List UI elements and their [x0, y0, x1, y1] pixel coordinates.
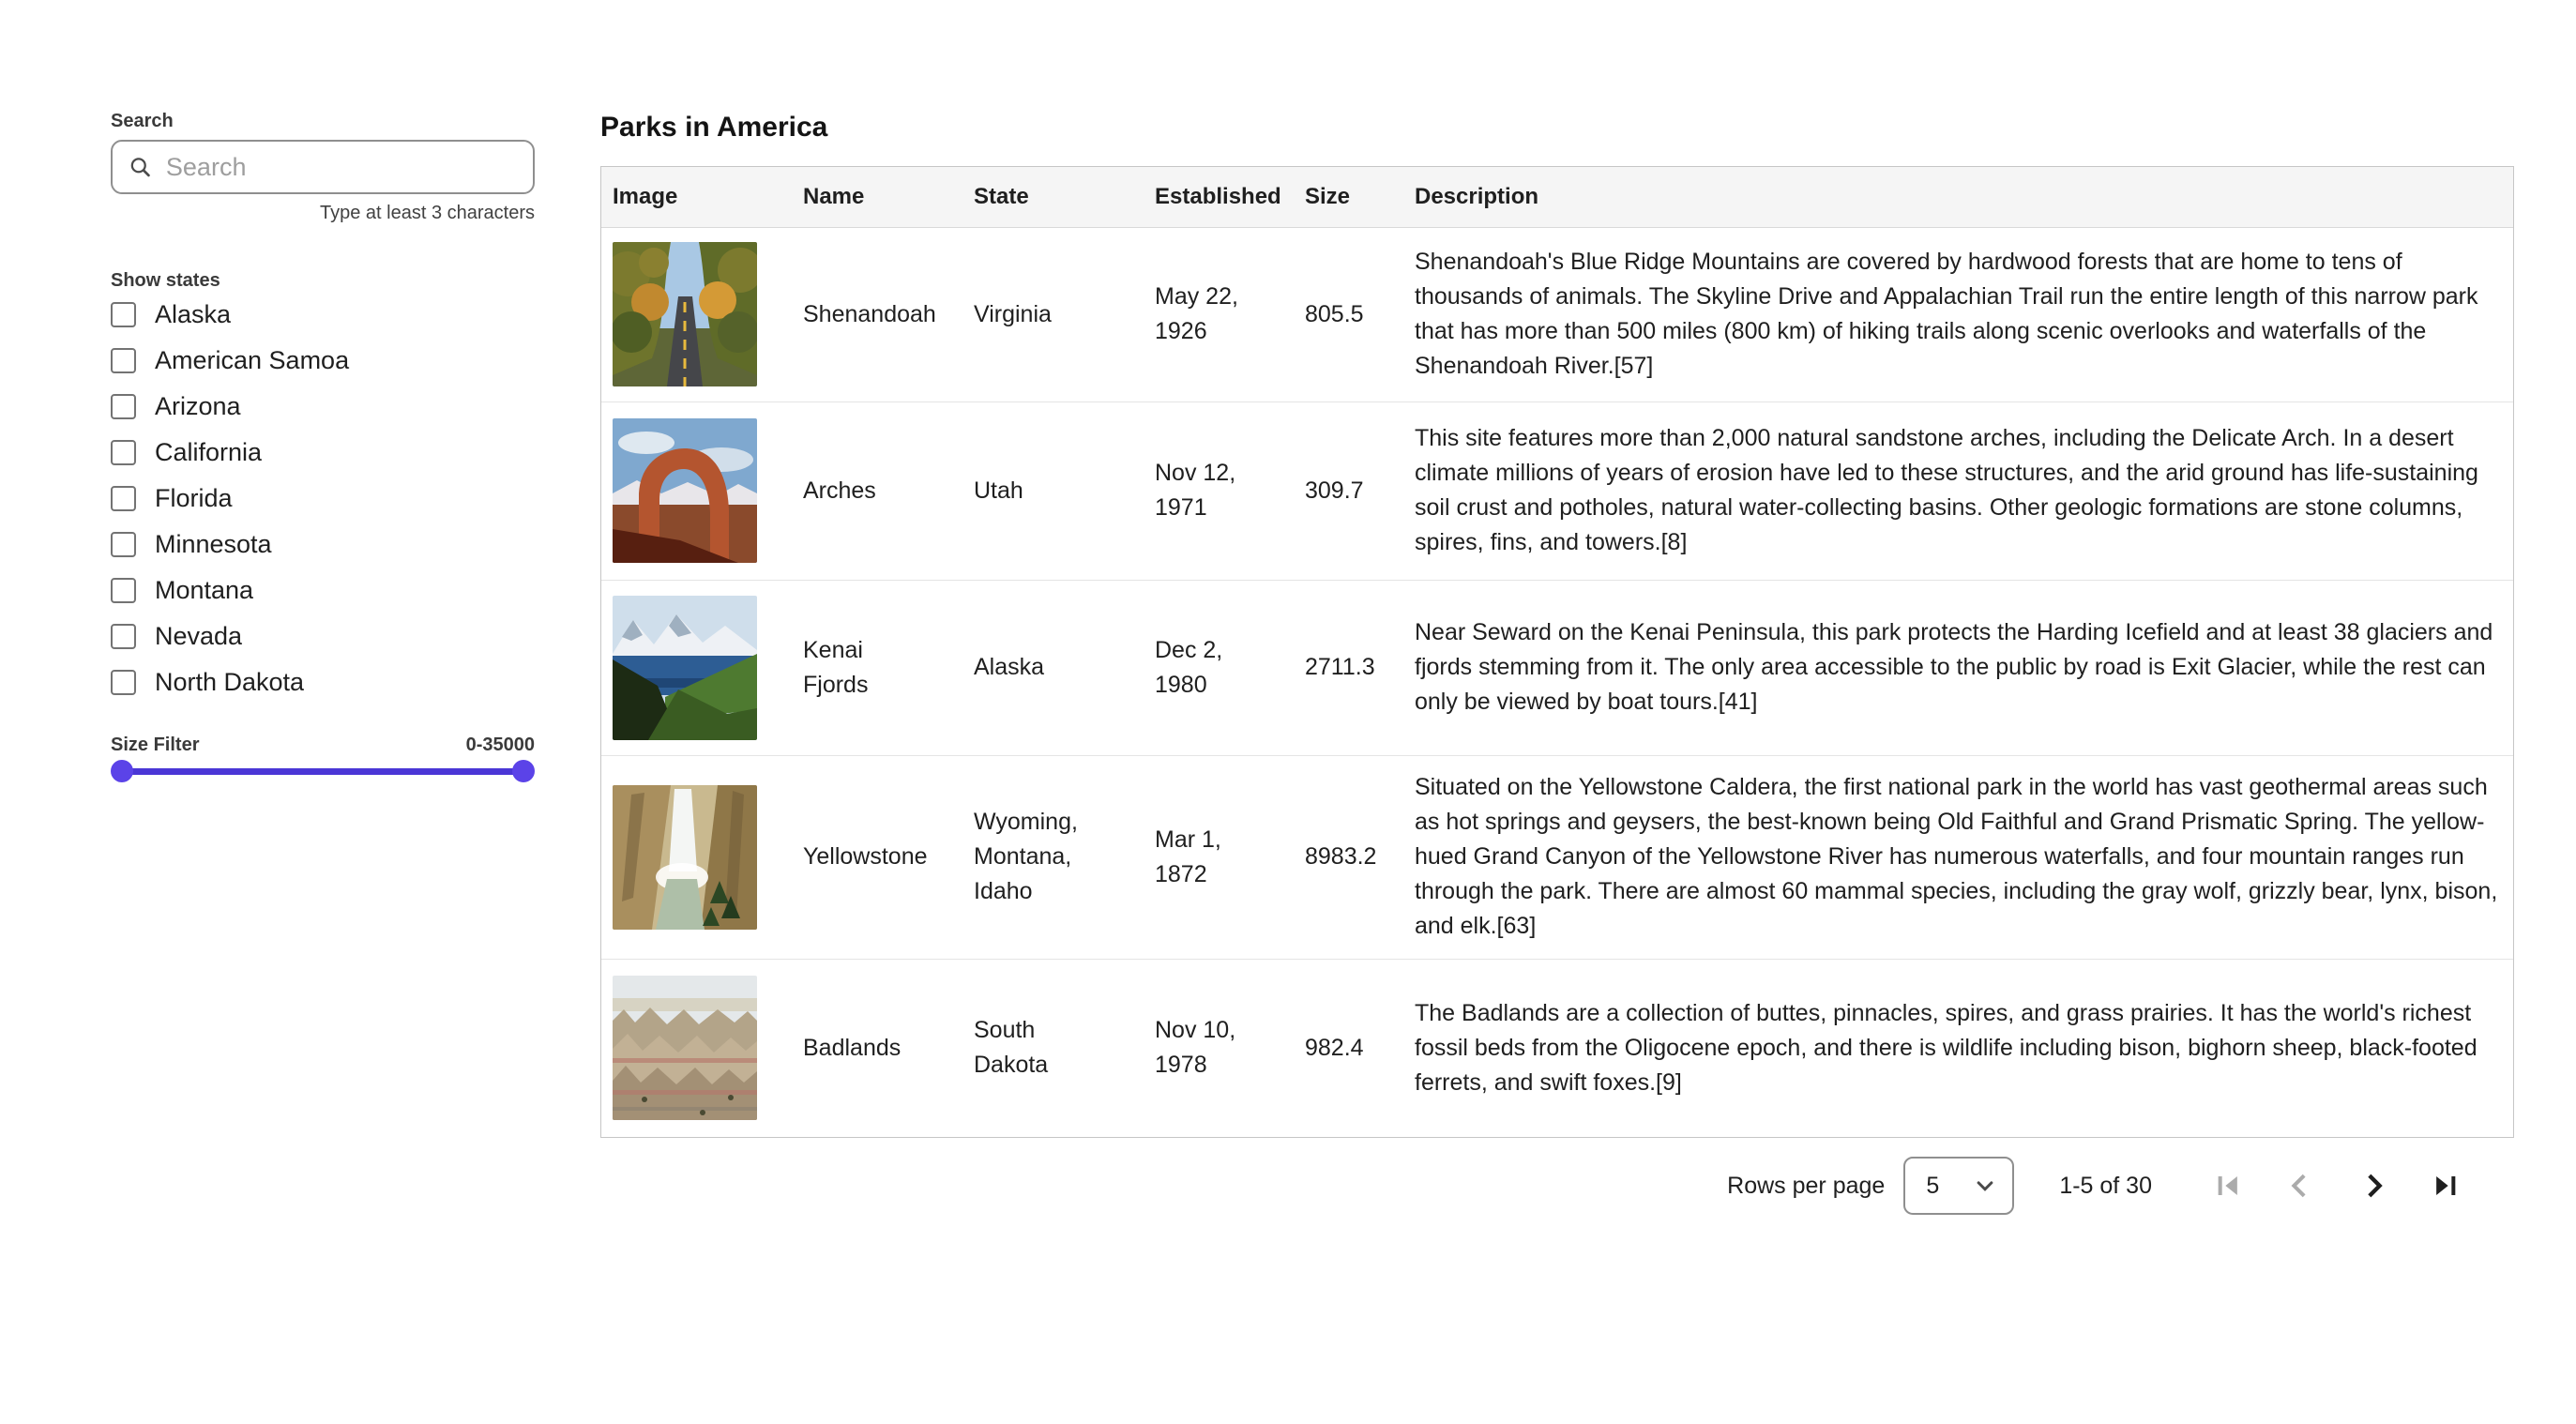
column-header-state: State [951, 167, 1132, 227]
park-state-cell: Virginia [951, 227, 1132, 401]
search-hint: Type at least 3 characters [319, 203, 535, 223]
checkbox-unchecked-icon[interactable] [111, 624, 136, 649]
checkbox-unchecked-icon[interactable] [111, 348, 136, 373]
column-header-description: Description [1392, 167, 2513, 227]
park-description-cell: This site features more than 2,000 natural sandstone arches, including the Delicate Arch. In a desert climate millions of years of erosion have led to these structures, and the arid ground has life-sustaining soil crust and potholes, natural water-collecting basins. Other geologic formations are stone columns, spires, fins, and towers.[8] [1392, 401, 2513, 580]
state-label: Nevada [155, 622, 243, 650]
search-box[interactable] [111, 140, 535, 194]
delicate-arch-photo [613, 418, 757, 563]
park-state-cell: South Dakota [974, 1017, 1049, 1079]
state-label: Alaska [155, 300, 232, 328]
state-row-minnesota[interactable] [111, 522, 535, 568]
checkbox-unchecked-icon[interactable] [111, 578, 136, 603]
state-label: North Dakota [155, 668, 305, 696]
state-row-california[interactable] [111, 430, 535, 476]
canyon-waterfall-photo [613, 785, 757, 930]
state-label: American Samoa [155, 346, 350, 374]
state-label: California [155, 438, 263, 466]
filters-sidebar [111, 111, 535, 782]
column-header-established: Established [1132, 167, 1282, 227]
column-header-size: Size [1282, 167, 1392, 227]
park-size-cell: 805.5 [1282, 227, 1392, 401]
rows-per-page-label: Rows per page [1727, 1172, 1886, 1199]
table-row-shenandoah [601, 227, 2513, 401]
pagination-range: 1-5 of 30 [2059, 1172, 2152, 1199]
park-name-cell: Shenandoah [780, 227, 951, 401]
states-checkbox-list [111, 292, 535, 705]
park-name-cell: Badlands [803, 1034, 902, 1061]
state-label: Montana [155, 576, 254, 604]
state-row-nevada[interactable] [111, 614, 535, 659]
fjord-mountains-photo [613, 596, 757, 740]
park-description-cell: Near Seward on the Kenai Peninsula, this park protects the Harding Icefield and at least 38 glaciers and fjords stemming from it. The only area accessible to the public by road is Exit Glacier, while the rest can only be viewed by boat tours.[41] [1392, 580, 2513, 755]
chevron-right-icon [2355, 1167, 2392, 1204]
state-row-florida[interactable] [111, 476, 535, 522]
park-established-cell: Dec 2, 1980 [1132, 580, 1282, 755]
park-established-cell: Nov 12, 1971 [1132, 401, 1282, 580]
last-page-button[interactable] [2426, 1165, 2467, 1206]
state-label: Arizona [155, 392, 241, 420]
column-header-image: Image [601, 167, 780, 227]
state-row-north-dakota[interactable] [111, 659, 535, 705]
eroded-buttes-photo [613, 976, 757, 1120]
first-page-icon [2208, 1167, 2246, 1204]
park-size-cell: 8983.2 [1282, 755, 1392, 959]
page-title: Parks in America [600, 112, 828, 143]
table-row-kenai-fjords [601, 580, 2513, 755]
state-row-montana[interactable] [111, 568, 535, 614]
size-filter-range: 0-35000 [465, 735, 535, 755]
search-label: Search [111, 111, 174, 131]
park-state-cell: Wyoming, Montana, Idaho [951, 755, 1132, 959]
checkbox-unchecked-icon[interactable] [111, 440, 136, 465]
previous-page-button[interactable] [2280, 1165, 2321, 1206]
chevron-left-icon [2281, 1167, 2319, 1204]
park-description-cell: Situated on the Yellowstone Caldera, the first national park in the world has vast geothermal areas such as hot springs and geysers, the best-known being Old Faithful and Grand Prismatic Spring. The yellow-hued Grand Canyon of the Yellowstone River has numerous waterfalls, and four mountain ranges run through the park. There are almost 60 mammal species, including the gray wolf, grizzly bear, lynx, bison, and elk.[63] [1392, 755, 2513, 959]
checkbox-unchecked-icon[interactable] [111, 394, 136, 419]
table-row-yellowstone [601, 755, 2513, 959]
search-input[interactable] [164, 152, 518, 183]
rows-per-page-value: 5 [1926, 1172, 1940, 1199]
parks-table [600, 166, 2514, 1138]
next-page-button[interactable] [2353, 1165, 2394, 1206]
slider-track[interactable] [120, 768, 525, 775]
rows-per-page-select[interactable] [1903, 1157, 2014, 1215]
park-state-cell: Alaska [951, 580, 1132, 755]
slider-handle-max[interactable] [512, 760, 535, 782]
checkbox-unchecked-icon[interactable] [111, 532, 136, 557]
state-label: Florida [155, 484, 233, 512]
show-states-label: Show states [111, 270, 220, 291]
park-state-cell: Utah [951, 401, 1132, 580]
park-established-cell: Nov 10, 1978 [1155, 1017, 1236, 1079]
search-icon [128, 153, 153, 181]
state-label: Minnesota [155, 530, 272, 558]
park-size-cell: 2711.3 [1282, 580, 1392, 755]
checkbox-unchecked-icon[interactable] [111, 486, 136, 511]
size-filter-slider[interactable] [111, 760, 535, 782]
state-row-arizona[interactable] [111, 384, 535, 430]
park-name-cell: Kenai Fjords [780, 580, 951, 755]
park-size-cell: 309.7 [1282, 401, 1392, 580]
state-row-alaska[interactable] [111, 292, 535, 338]
table-row-badlands [601, 959, 2513, 1137]
table-row-arches [601, 401, 2513, 580]
pagination [600, 1156, 2514, 1216]
park-description-cell: Shenandoah's Blue Ridge Mountains are covered by hardwood forests that are home to tens of thousands of animals. The Skyline Drive and Appalachian Trail run the entire length of this narrow park that has more than 500 miles (800 km) of hiking trails along scenic overlooks and waterfalls of the Shenandoah River.[57] [1392, 227, 2513, 401]
park-size-cell: 982.4 [1305, 1034, 1364, 1061]
first-page-button[interactable] [2206, 1165, 2248, 1206]
park-description-cell: The Badlands are a collection of buttes, pinnacles, spires, and grass prairies. It has the world's richest fossil beds from the Oligocene epoch, and there is wildlife including bison, bighorn sheep, black-footed ferrets, and swift foxes.[9] [1415, 999, 2478, 1096]
park-name-cell: Yellowstone [780, 755, 951, 959]
last-page-icon [2428, 1167, 2465, 1204]
autumn-road-photo [613, 242, 757, 386]
checkbox-unchecked-icon[interactable] [111, 302, 136, 327]
slider-handle-min[interactable] [111, 760, 133, 782]
checkbox-unchecked-icon[interactable] [111, 670, 136, 695]
column-header-name: Name [780, 167, 951, 227]
park-established-cell: May 22, 1926 [1132, 227, 1282, 401]
chevron-down-icon [1971, 1172, 1999, 1200]
size-filter-label: Size Filter [111, 735, 200, 755]
state-row-american-samoa[interactable] [111, 338, 535, 384]
park-established-cell: Mar 1, 1872 [1132, 755, 1282, 959]
table-header-row [601, 167, 2513, 227]
park-name-cell: Arches [780, 401, 951, 580]
